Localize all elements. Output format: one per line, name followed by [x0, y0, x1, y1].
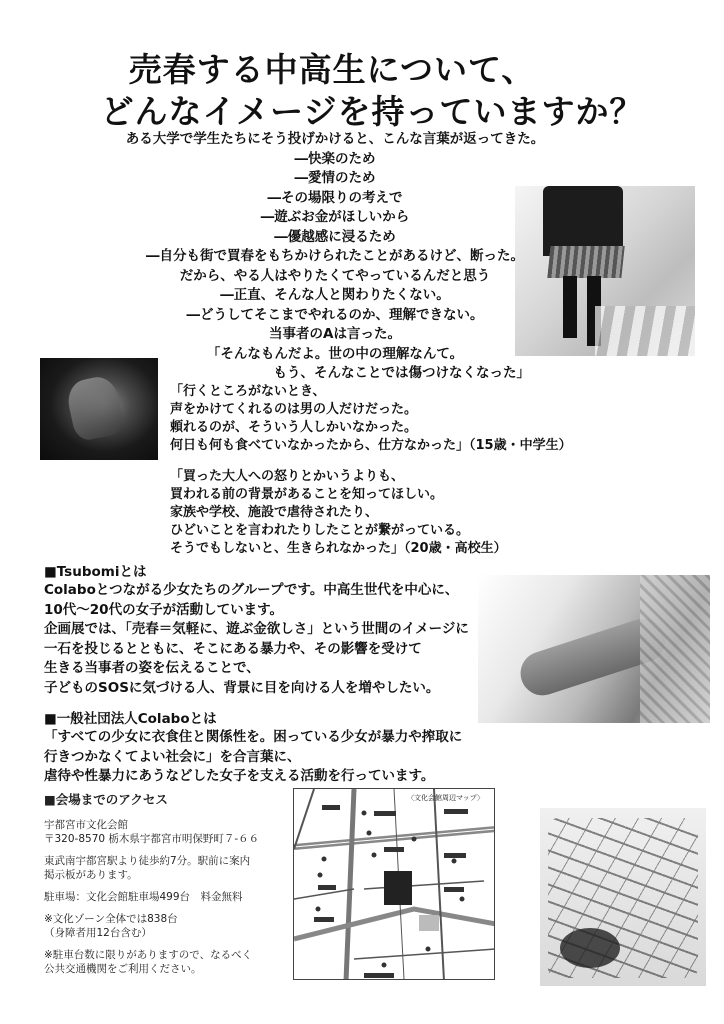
arm-photo — [478, 575, 710, 723]
tsubomi-line: 企画展では、「売春＝気軽に、遊ぶ金欲しさ」という世間のイメージに — [44, 621, 469, 637]
quote-line: 何日も何も食べていなかったから、仕方なかった」（15歳・中学生） — [170, 438, 572, 453]
venue-name: 宇都宮市文化会館 — [44, 819, 128, 831]
quote-line: 家族や学校、施設で虐待されたり、 — [170, 505, 379, 520]
quote-line: 頼れるのが、そういう人しかいなかった。 — [170, 420, 418, 435]
tsubomi-line: 生きる当事者の姿を伝えることで、 — [44, 660, 260, 676]
colabo-line: 「すべての少女に衣食住と関係性を。困っている少女が暴力や搾取に — [44, 729, 463, 745]
tsubomi-line: Colaboとつながる少女たちのグループです。中高生世代を中心に、 — [44, 582, 459, 598]
intro-line: だから、やる人はやりたくてやっているんだと思う — [179, 267, 491, 284]
quote-line: ひどいことを言われたりしたことが繋がっている。 — [170, 523, 470, 538]
intro-line: ある大学で学生たちにそう投げかけると、こんな言葉が返ってきた。 — [125, 131, 545, 147]
tsubomi-line: 一石を投じるとともに、そこにある暴力や、その影響を受けて — [44, 640, 422, 657]
tsubomi-section — [44, 563, 469, 698]
area-map — [293, 788, 495, 980]
intro-line: ―正直、そんな人と関わりたくない。 — [220, 287, 450, 303]
parking-note: ※文化ゾーン全体では838台 — [44, 913, 178, 925]
intro-line: ―どうしてそこまでやれるのか、理解できない。 — [186, 306, 484, 323]
transit-note: 公共交通機関をご利用ください。 — [44, 963, 202, 975]
parking-note: （身障者用12台含む） — [44, 927, 152, 939]
venue-building-icon — [384, 871, 412, 905]
map-title: 〈文化会館周辺マップ〉 — [407, 794, 484, 802]
intro-line: もう、そんなことでは傷つけなくなった」 — [273, 365, 530, 381]
park-block — [419, 915, 439, 931]
intro-line: ―遊ぶお金がほしいから — [260, 209, 410, 225]
tsubomi-line: 10代～20代の女子が活動しています。 — [44, 601, 283, 618]
intro-line: ―愛情のため — [294, 170, 376, 186]
intro-line: 「そんなもんだよ。世の中の理解なんて。 — [206, 345, 464, 362]
venue-address: 〒320-8570 栃木県宇都宮市明保野町７-６６ — [44, 833, 260, 845]
colabo-line: 虐待や性暴力にあうなどした女子を支える活動を行っています。 — [44, 768, 435, 784]
quote-15-middle-school — [170, 383, 572, 455]
quote-20-high-school — [170, 468, 507, 558]
access-heading: ■会場までのアクセス — [44, 792, 168, 807]
tsubomi-line: 子どものSOSに気づける人、背景に目を向ける人を増やしたい。 — [44, 679, 440, 696]
transit-note: ※駐車台数に限りがありますので、なるべく — [44, 949, 253, 961]
page-title-line-2: どんなイメージを持っていますか？ — [100, 92, 644, 131]
colabo-section — [44, 710, 462, 787]
tsubomi-heading: ■Tsubomiとは — [44, 564, 147, 580]
directions-line: 東武南宇都宮駅より徒歩約7分。駅前に案内 — [44, 855, 251, 867]
colabo-line: 行きつかなくてよい社会に」を合言葉に、 — [44, 748, 301, 765]
intro-line: ―自分も街で買春をもちかけられたことがあるけど、断った。 — [146, 248, 524, 264]
intro-line: ―その場限りの考えで — [267, 189, 403, 206]
quote-line: 「行くところがないとき、 — [170, 384, 326, 399]
intro-line: 当事者のAは言った。 — [269, 326, 401, 342]
quote-line: 買われる前の背景があることを知ってほしい。 — [170, 487, 444, 502]
quote-line: そうでもしないと、生きられなかった」（20歳・高校生） — [170, 541, 507, 556]
quote-line: 声をかけてくれるのは男の人だけだった。 — [170, 402, 418, 417]
quote-line: 「買った大人への怒りとかいうよりも、 — [170, 469, 405, 484]
intro-line: ―優越感に浸るため — [274, 228, 396, 245]
access-info — [44, 790, 284, 976]
page-title-line-1: 売春する中高生について、 — [128, 50, 536, 89]
map-graphic — [294, 789, 495, 980]
directions-line: 掲示板があります。 — [44, 869, 138, 881]
intro-text — [100, 130, 570, 384]
intro-line: ―快楽のため — [294, 150, 376, 167]
colabo-heading: ■一般社団法人Colaboとは — [44, 711, 217, 727]
parking-info: 駐車場：文化会館駐車場499台 料金無料 — [44, 891, 243, 903]
handwritten-art-photo — [540, 808, 706, 986]
